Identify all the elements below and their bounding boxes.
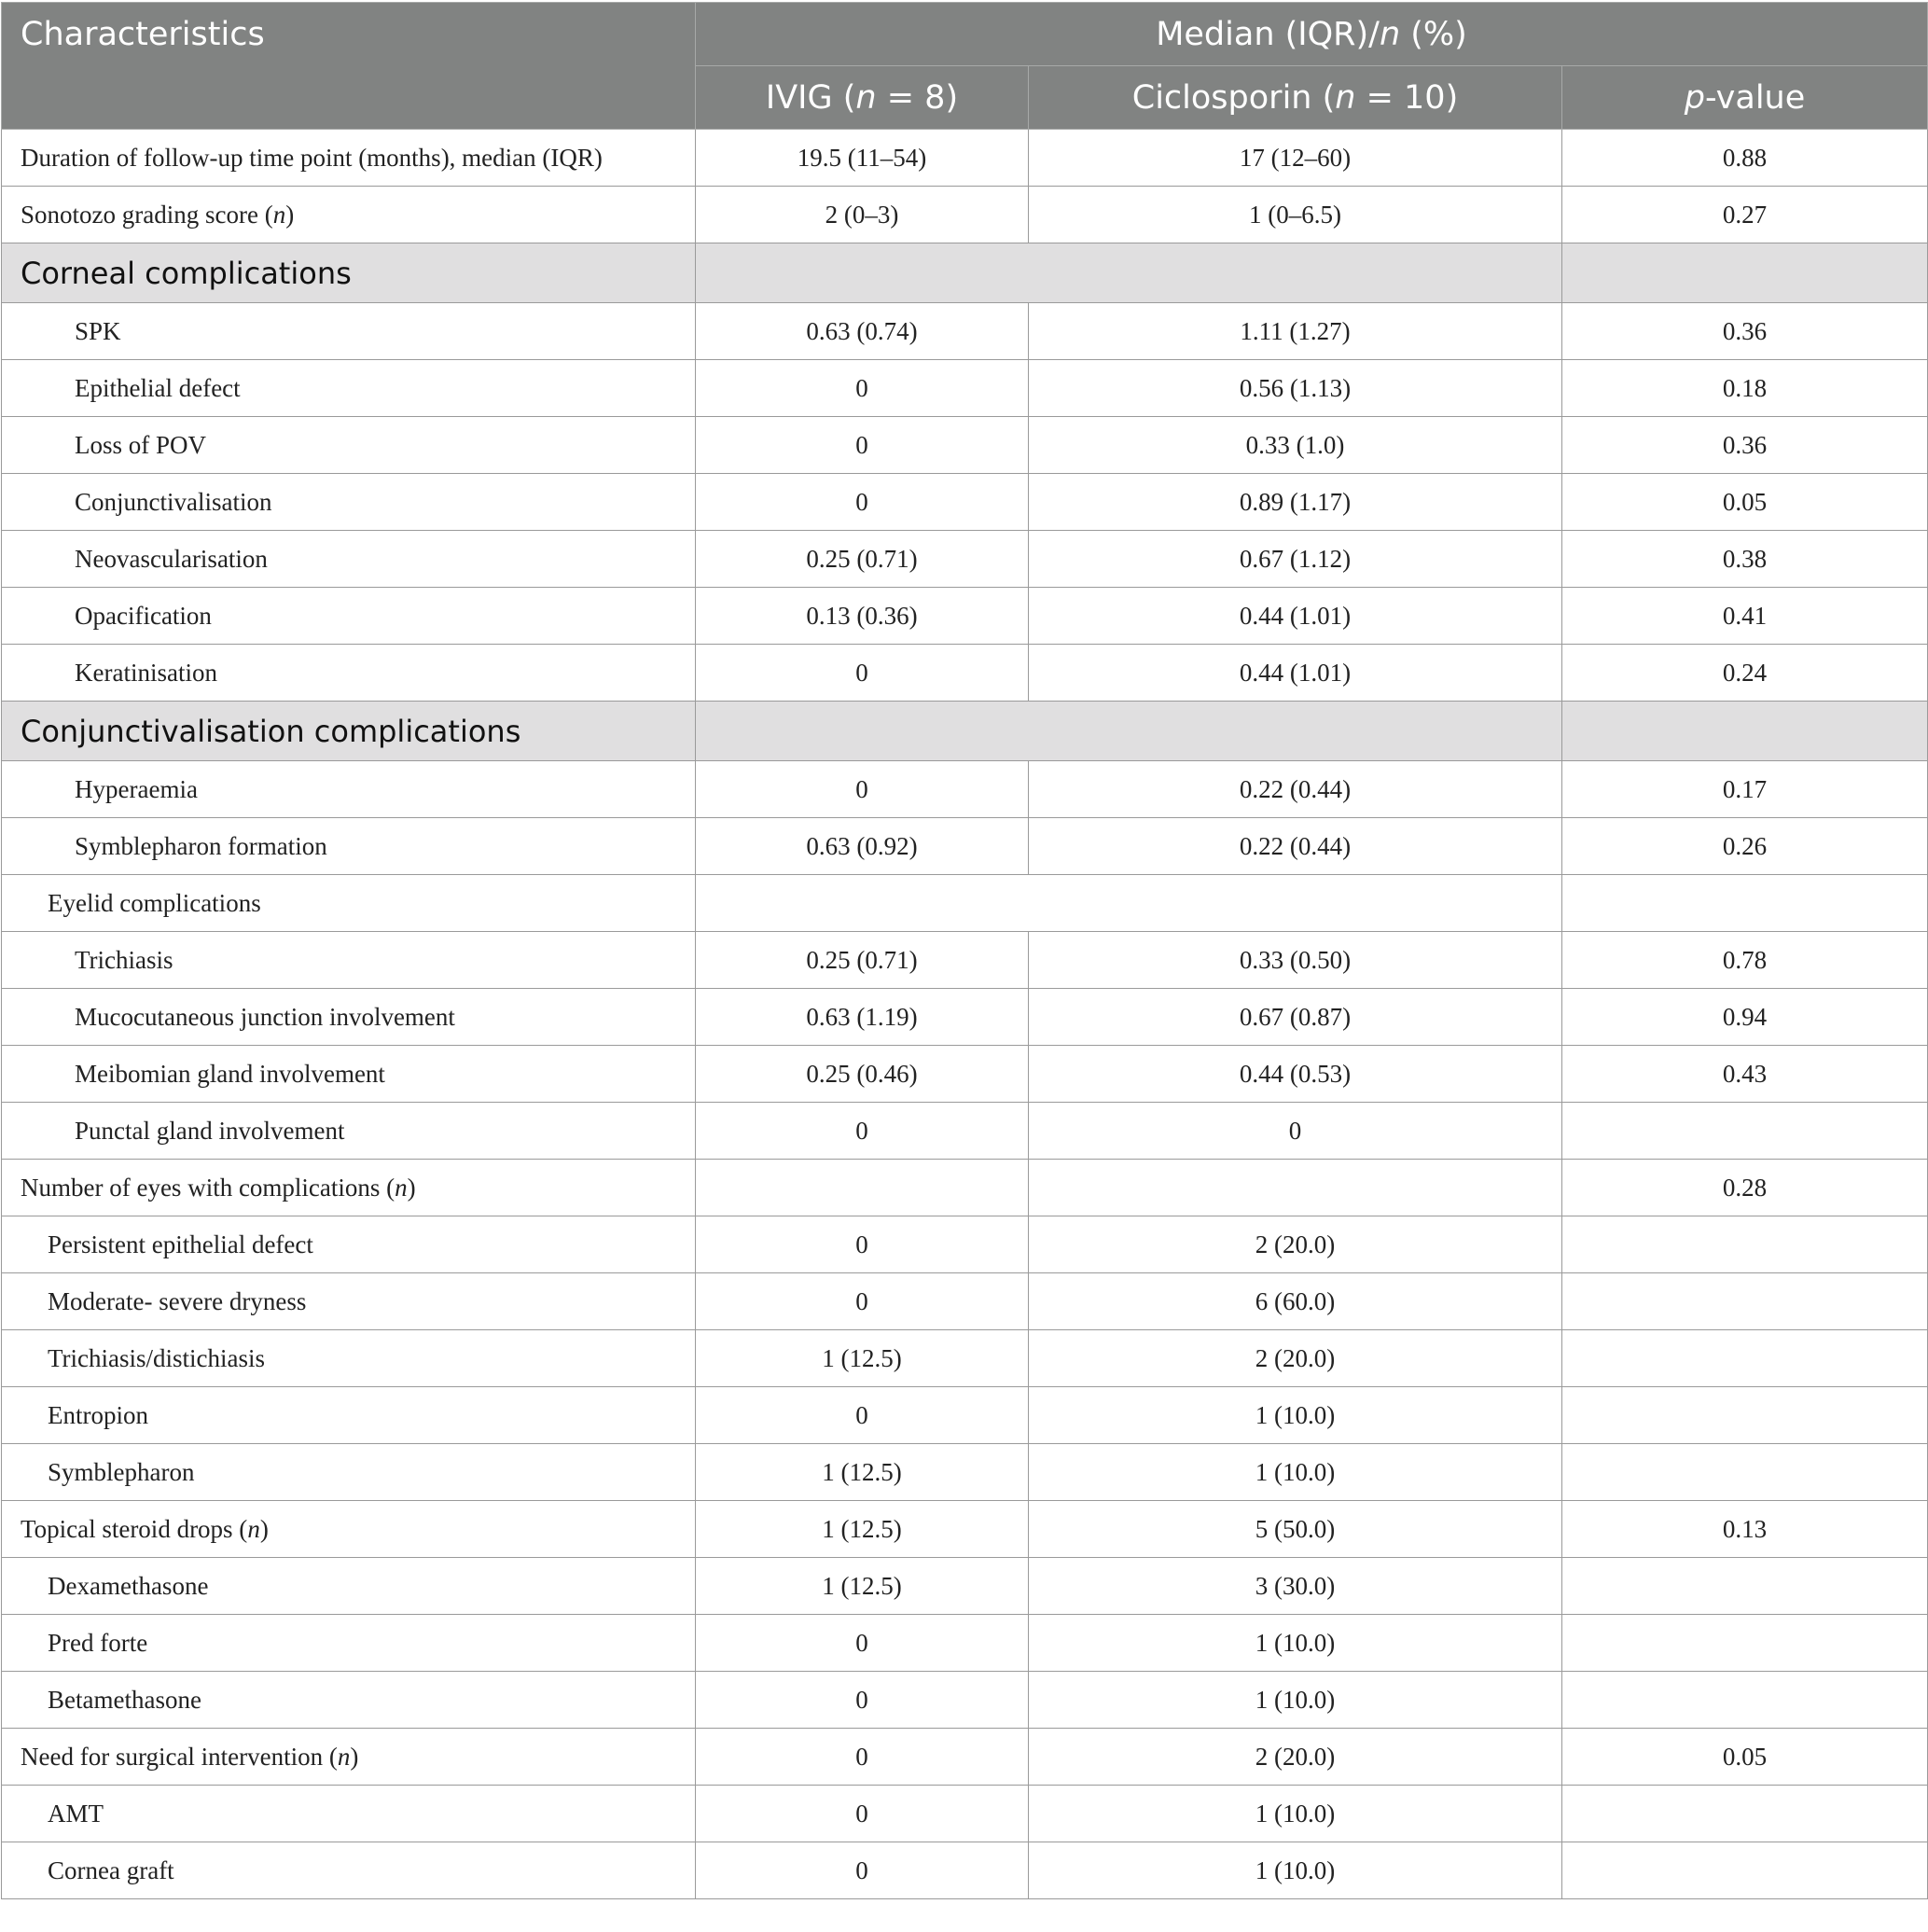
ivig-value: 0 [696,417,1029,474]
table-row [2,818,1928,875]
p-value [1562,1672,1928,1729]
results-table [1,2,1928,1899]
table-row [2,1330,1928,1387]
ciclosporin-value: 0.67 (1.12) [1029,531,1562,588]
header-group-median: Median (IQR)/n (%) [696,3,1928,66]
empty-cell [696,875,1562,932]
table-row [2,1672,1928,1729]
ivig-value: 0 [696,1786,1029,1842]
section-row-corneal [2,243,1928,303]
p-value: 0.38 [1562,531,1928,588]
ciclosporin-value: 0.22 (0.44) [1029,818,1562,875]
table-row [2,1615,1928,1672]
p-value [1562,1387,1928,1444]
header-p-value: p-value [1562,66,1928,130]
row-label: Pred forte [2,1615,696,1672]
ciclosporin-value: 5 (50.0) [1029,1501,1562,1558]
table-row [2,1444,1928,1501]
table-row [2,1046,1928,1103]
section-label: Conjunctivalisation complications [2,702,696,761]
ciclosporin-value: 1 (10.0) [1029,1615,1562,1672]
table-row [2,187,1928,243]
row-label: Number of eyes with complications (n) [2,1160,696,1216]
table-row [2,130,1928,187]
table-row [2,645,1928,702]
ivig-value: 0 [696,1672,1029,1729]
row-label: Eyelid complications [2,875,696,932]
ivig-value: 0 [696,1729,1029,1786]
ciclosporin-value: 1 (10.0) [1029,1444,1562,1501]
ciclosporin-value: 0.44 (1.01) [1029,588,1562,645]
table-row [2,417,1928,474]
row-label: Topical steroid drops (n) [2,1501,696,1558]
empty-cell [1562,875,1928,932]
ivig-value: 0 [696,1103,1029,1160]
ivig-value: 0 [696,1273,1029,1330]
p-value: 0.43 [1562,1046,1928,1103]
p-value [1562,1615,1928,1672]
header-ivig: IVIG (n = 8) [696,66,1029,130]
row-label: Entropion [2,1387,696,1444]
row-label: Dexamethasone [2,1558,696,1615]
row-label: Symblepharon formation [2,818,696,875]
ciclosporin-value: 1 (0–6.5) [1029,187,1562,243]
row-label: Opacification [2,588,696,645]
ciclosporin-value: 0.44 (1.01) [1029,645,1562,702]
ciclosporin-value: 0.44 (0.53) [1029,1046,1562,1103]
p-value [1562,1216,1928,1273]
p-value: 0.88 [1562,130,1928,187]
ivig-value: 0 [696,761,1029,818]
row-label: Trichiasis [2,932,696,989]
section-empty-cell [696,243,1562,303]
table-row [2,1558,1928,1615]
row-label: SPK [2,303,696,360]
row-label: Betamethasone [2,1672,696,1729]
table-row [2,1160,1928,1216]
section-row-conjunctivalisation [2,702,1928,761]
ciclosporin-value: 0.33 (0.50) [1029,932,1562,989]
p-value: 0.78 [1562,932,1928,989]
row-label: Cornea graft [2,1842,696,1899]
ciclosporin-value: 1 (10.0) [1029,1842,1562,1899]
table-row [2,474,1928,531]
row-label: Punctal gland involvement [2,1103,696,1160]
p-value: 0.13 [1562,1501,1928,1558]
table-row [2,932,1928,989]
p-value [1562,1842,1928,1899]
p-value: 0.94 [1562,989,1928,1046]
p-value: 0.26 [1562,818,1928,875]
ciclosporin-value: 17 (12–60) [1029,130,1562,187]
ciclosporin-value: 1 (10.0) [1029,1786,1562,1842]
row-label: Trichiasis/distichiasis [2,1330,696,1387]
table-row [2,1729,1928,1786]
p-value: 0.36 [1562,417,1928,474]
p-value: 0.05 [1562,474,1928,531]
ivig-value: 1 (12.5) [696,1444,1029,1501]
ciclosporin-value: 6 (60.0) [1029,1273,1562,1330]
ciclosporin-value: 1 (10.0) [1029,1672,1562,1729]
ivig-value: 0.63 (0.92) [696,818,1029,875]
table-row [2,531,1928,588]
p-value: 0.24 [1562,645,1928,702]
ivig-value: 0 [696,474,1029,531]
p-value [1562,1330,1928,1387]
ciclosporin-value [1029,1160,1562,1216]
table-row [2,761,1928,818]
ivig-value: 1 (12.5) [696,1558,1029,1615]
row-label: Moderate- severe dryness [2,1273,696,1330]
ciclosporin-value: 2 (20.0) [1029,1330,1562,1387]
table-row [2,1216,1928,1273]
row-label: Loss of POV [2,417,696,474]
section-empty-cell [696,702,1562,761]
p-value: 0.27 [1562,187,1928,243]
ciclosporin-value: 1.11 (1.27) [1029,303,1562,360]
row-label: Epithelial defect [2,360,696,417]
row-label: Neovascularisation [2,531,696,588]
p-value: 0.28 [1562,1160,1928,1216]
table-row [2,1387,1928,1444]
ivig-value: 0 [696,1216,1029,1273]
p-value: 0.36 [1562,303,1928,360]
table-row [2,588,1928,645]
ciclosporin-value: 0 [1029,1103,1562,1160]
ivig-value: 0.25 (0.46) [696,1046,1029,1103]
table-row [2,1501,1928,1558]
table-row [2,1842,1928,1899]
p-value [1562,1786,1928,1842]
ciclosporin-value: 0.22 (0.44) [1029,761,1562,818]
ivig-value: 2 (0–3) [696,187,1029,243]
row-label: Keratinisation [2,645,696,702]
ciclosporin-value: 0.67 (0.87) [1029,989,1562,1046]
ivig-value: 0.13 (0.36) [696,588,1029,645]
table-row [2,1273,1928,1330]
p-value: 0.17 [1562,761,1928,818]
p-value [1562,1558,1928,1615]
row-label: Need for surgical intervention (n) [2,1729,696,1786]
ivig-value: 0.25 (0.71) [696,932,1029,989]
ivig-value: 0.63 (1.19) [696,989,1029,1046]
ciclosporin-value: 1 (10.0) [1029,1387,1562,1444]
ciclosporin-value: 2 (20.0) [1029,1729,1562,1786]
row-label: Meibomian gland involvement [2,1046,696,1103]
row-label: Conjunctivalisation [2,474,696,531]
section-empty-cell [1562,243,1928,303]
section-label: Corneal complications [2,243,696,303]
row-label: Hyperaemia [2,761,696,818]
table-row [2,1786,1928,1842]
p-value: 0.05 [1562,1729,1928,1786]
header-ciclosporin: Ciclosporin (n = 10) [1029,66,1562,130]
p-value [1562,1103,1928,1160]
ivig-value: 19.5 (11–54) [696,130,1029,187]
ivig-value: 0.25 (0.71) [696,531,1029,588]
header-characteristics: Characteristics [2,3,696,130]
section-empty-cell [1562,702,1928,761]
table-row [2,989,1928,1046]
p-value [1562,1444,1928,1501]
table-row [2,360,1928,417]
ciclosporin-value: 2 (20.0) [1029,1216,1562,1273]
ciclosporin-value: 0.56 (1.13) [1029,360,1562,417]
row-label: Duration of follow-up time point (months), median (IQR) [2,130,696,187]
ivig-value: 1 (12.5) [696,1501,1029,1558]
table-body [2,130,1928,1899]
ivig-value: 1 (12.5) [696,1330,1029,1387]
row-label: Mucocutaneous junction involvement [2,989,696,1046]
row-label: AMT [2,1786,696,1842]
p-value [1562,1273,1928,1330]
p-value: 0.41 [1562,588,1928,645]
ivig-value: 0 [696,1615,1029,1672]
ivig-value: 0 [696,1387,1029,1444]
ivig-value: 0.63 (0.74) [696,303,1029,360]
ivig-value: 0 [696,360,1029,417]
table-row [2,1103,1928,1160]
table-row [2,875,1928,932]
row-label: Sonotozo grading score (n) [2,187,696,243]
row-label: Symblepharon [2,1444,696,1501]
p-value: 0.18 [1562,360,1928,417]
ciclosporin-value: 0.33 (1.0) [1029,417,1562,474]
ciclosporin-value: 3 (30.0) [1029,1558,1562,1615]
ivig-value: 0 [696,645,1029,702]
ivig-value [696,1160,1029,1216]
ivig-value: 0 [696,1842,1029,1899]
table-header [2,3,1928,130]
table-row [2,303,1928,360]
row-label: Persistent epithelial defect [2,1216,696,1273]
ciclosporin-value: 0.89 (1.17) [1029,474,1562,531]
